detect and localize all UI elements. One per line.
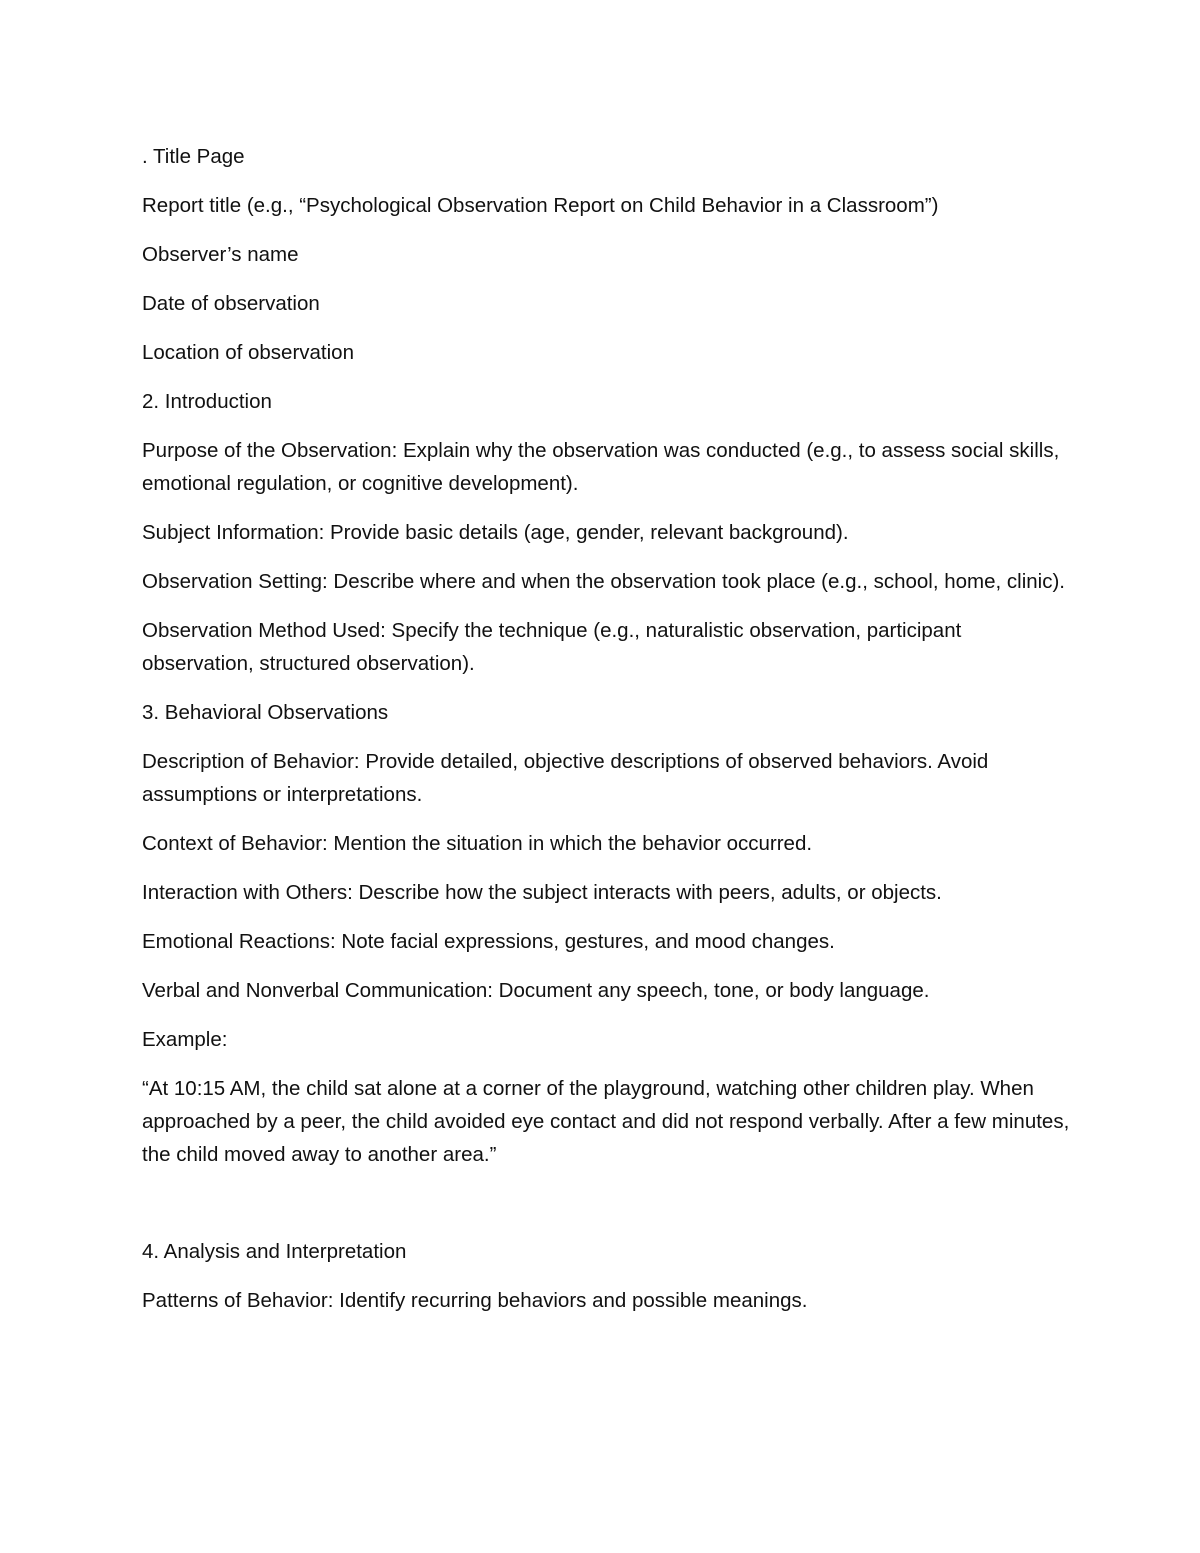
subject-information-paragraph: Subject Information: Provide basic details (age, gender, relevant background). xyxy=(142,521,849,544)
observation-method-paragraph: Observation Method Used: Specify the technique (e.g., naturalistic observation, participant observation, structured observation). xyxy=(142,619,962,675)
location-item: Location of observation xyxy=(142,341,354,364)
report-title-item: Report title (e.g., “Psychological Observation Report on Child Behavior in a Classroom”) xyxy=(142,194,939,217)
interaction-paragraph: Interaction with Others: Describe how the subject interacts with peers, adults, or objects. xyxy=(142,881,942,904)
paragraph-spacer xyxy=(142,1187,1072,1235)
example-quote-paragraph: “At 10:15 AM, the child sat alone at a corner of the playground, watching other children play. When approached by a peer, the child avoided eye contact and did not respond verbally. After a few minutes, the child moved away to another area.” xyxy=(142,1077,1070,1166)
section-analysis-heading: 4. Analysis and Interpretation xyxy=(142,1240,407,1263)
date-item: Date of observation xyxy=(142,292,320,315)
section-title-page-heading: . Title Page xyxy=(142,145,245,168)
context-of-behavior-paragraph: Context of Behavior: Mention the situation in which the behavior occurred. xyxy=(142,832,813,855)
section-introduction-heading: 2. Introduction xyxy=(142,390,272,413)
document-body xyxy=(142,140,1072,1333)
patterns-of-behavior-paragraph: Patterns of Behavior: Identify recurring behaviors and possible meanings. xyxy=(142,1289,808,1312)
example-label: Example: xyxy=(142,1028,228,1051)
communication-paragraph: Verbal and Nonverbal Communication: Document any speech, tone, or body language. xyxy=(142,979,930,1002)
emotional-reactions-paragraph: Emotional Reactions: Note facial expressions, gestures, and mood changes. xyxy=(142,930,835,953)
section-behavioral-observations-heading: 3. Behavioral Observations xyxy=(142,701,389,724)
description-of-behavior-paragraph: Description of Behavior: Provide detailed, objective descriptions of observed behaviors. Avoid assumptions or interpretations. xyxy=(142,750,989,806)
observation-setting-paragraph: Observation Setting: Describe where and when the observation took place (e.g., school, home, clinic). xyxy=(142,570,1065,593)
purpose-paragraph: Purpose of the Observation: Explain why the observation was conducted (e.g., to assess social skills, emotional regulation, or cognitive development). xyxy=(142,439,1060,495)
observer-name-item: Observer’s name xyxy=(142,243,299,266)
